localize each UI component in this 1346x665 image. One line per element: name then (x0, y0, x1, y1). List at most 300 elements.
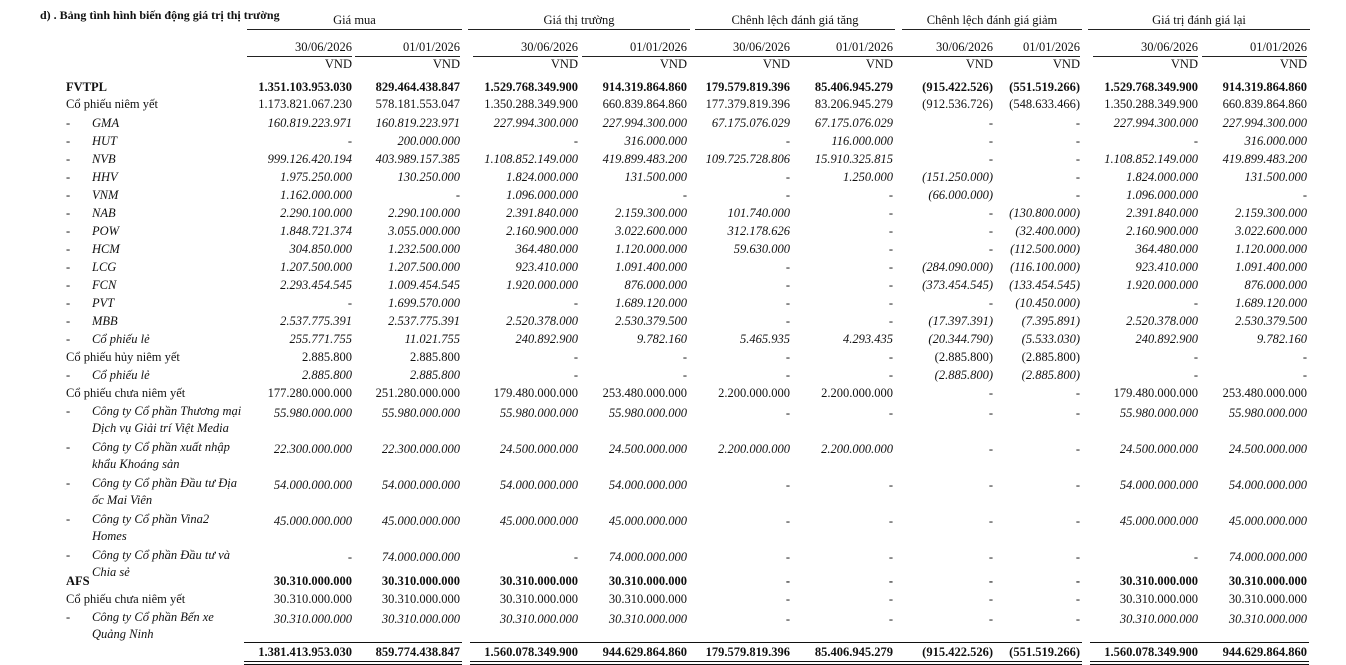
table-cell: - (988, 612, 993, 626)
bullet-dash: - (66, 224, 71, 238)
table-cell: 3.055.000.000 (388, 224, 460, 238)
table-cell: - (785, 296, 790, 310)
table-cell: 1.096.000.000 (1126, 188, 1198, 202)
table-cell: - (1193, 134, 1198, 148)
table-cell: 30.310.000.000 (608, 612, 687, 626)
table-cell: 45.000.000.000 (273, 514, 352, 528)
table-cell: 1.091.400.000 (1235, 260, 1307, 274)
table-cell: 1.351.103.953.030 (258, 80, 352, 94)
table-cell: - (785, 406, 790, 420)
table-cell: 2.885.800 (410, 368, 460, 382)
table-cell: 85.406.945.279 (814, 80, 893, 94)
unit-header: VND (865, 57, 893, 71)
bullet-dash: - (66, 152, 71, 166)
total-cell: 1.381.413.953.030 (258, 645, 352, 659)
row-label-text: Cổ phiếu lẻ (92, 332, 150, 346)
table-cell: 54.000.000.000 (499, 478, 578, 492)
table-cell: 1.824.000.000 (506, 170, 578, 184)
table-cell: - (1075, 442, 1080, 456)
table-cell: 45.000.000.000 (608, 514, 687, 528)
table-cell: - (1075, 134, 1080, 148)
row-label-continuation: Quảng Ninh (92, 627, 154, 641)
table-cell: 2.159.300.000 (1235, 206, 1307, 220)
total-double-underline (785, 661, 895, 665)
row-label-text: NAB (92, 206, 116, 220)
table-cell: - (785, 278, 790, 292)
date-header: 30/06/2026 (1141, 40, 1198, 54)
table-cell: 2.159.300.000 (615, 206, 687, 220)
table-cell: 30.310.000.000 (1228, 592, 1307, 606)
table-cell: - (1193, 350, 1198, 364)
subtotal-line (352, 642, 462, 643)
total-cell: 85.406.945.279 (814, 645, 893, 659)
table-cell: - (988, 514, 993, 528)
table-cell: 74.000.000.000 (381, 550, 460, 564)
table-cell: - (988, 206, 993, 220)
table-cell: - (1075, 550, 1080, 564)
unit-header: VND (762, 57, 790, 71)
table-cell: 54.000.000.000 (608, 478, 687, 492)
table-cell: (17.397.391) (928, 314, 993, 328)
total-cell: 944.629.864.860 (602, 645, 687, 659)
total-double-underline (972, 661, 1082, 665)
table-cell: - (1075, 188, 1080, 202)
row-label-text: HCM (92, 242, 120, 256)
row-label (66, 242, 120, 257)
table-cell: - (988, 134, 993, 148)
total-cell: 1.560.078.349.900 (1104, 645, 1198, 659)
table-cell: 9.782.160 (1257, 332, 1307, 346)
table-cell: (5.533.030) (1021, 332, 1080, 346)
table-cell: - (888, 592, 893, 606)
table-cell: 11.021.755 (404, 332, 460, 346)
table-cell: 304.850.000 (289, 242, 352, 256)
table-cell: - (1193, 368, 1198, 382)
date-header: 01/01/2026 (836, 40, 893, 54)
table-cell: 130.250.000 (397, 170, 460, 184)
column-group-header: Giá thị trường (543, 13, 615, 27)
table-cell: - (988, 296, 993, 310)
row-label (66, 314, 118, 329)
row-label-text: Công ty Cổ phần xuất nhập (92, 440, 230, 454)
row-label (66, 260, 116, 275)
table-cell: 45.000.000.000 (1119, 514, 1198, 528)
table-cell: - (888, 188, 893, 202)
table-cell: 15.910.325.815 (814, 152, 893, 166)
table-cell: 923.410.000 (1135, 260, 1198, 274)
table-cell: 1.108.852.149.000 (484, 152, 578, 166)
table-cell: - (1193, 550, 1198, 564)
table-cell: - (1075, 116, 1080, 130)
table-cell: - (988, 406, 993, 420)
table-cell: - (888, 514, 893, 528)
table-cell: 914.319.864.860 (602, 80, 687, 94)
bullet-dash: - (66, 116, 71, 130)
row-label-continuation: Chia sẻ (92, 565, 130, 579)
table-cell: 55.980.000.000 (1228, 406, 1307, 420)
table-cell: 1.350.288.349.900 (1104, 97, 1198, 111)
column-group-header: Chênh lệch đánh giá tăng (731, 13, 859, 27)
table-cell: - (573, 550, 578, 564)
row-label (66, 206, 116, 221)
row-label (66, 80, 107, 95)
table-cell: - (988, 224, 993, 238)
table-cell: - (785, 170, 790, 184)
table-cell: - (988, 442, 993, 456)
table-cell: 22.300.000.000 (273, 442, 352, 456)
table-cell: - (455, 188, 460, 202)
table-cell: 403.989.157.385 (375, 152, 460, 166)
table-cell: 1.529.768.349.900 (1104, 80, 1198, 94)
table-cell: 30.310.000.000 (273, 612, 352, 626)
bullet-dash: - (66, 296, 71, 310)
row-label-text: LCG (92, 260, 117, 274)
table-cell: 45.000.000.000 (381, 514, 460, 528)
row-label-text: Công ty Cổ phần Đầu tư và (92, 548, 231, 562)
row-label-continuation: ốc Mai Viên (92, 493, 153, 507)
table-cell: 364.480.000 (1135, 242, 1198, 256)
table-cell: 1.096.000.000 (506, 188, 578, 202)
table-cell: - (785, 612, 790, 626)
bullet-dash: - (66, 206, 71, 220)
table-cell: 101.740.000 (727, 206, 790, 220)
table-cell: - (888, 314, 893, 328)
table-cell: 2.293.454.545 (280, 278, 352, 292)
total-cell: 944.629.864.860 (1222, 645, 1307, 659)
table-cell: 227.994.300.000 (493, 116, 578, 130)
total-double-underline (1090, 661, 1200, 665)
table-cell: 1.232.500.000 (388, 242, 460, 256)
table-cell: 3.022.600.000 (1235, 224, 1307, 238)
row-label-text: NVB (92, 152, 116, 166)
table-cell: 74.000.000.000 (608, 550, 687, 564)
table-cell: 2.200.000.000 (821, 386, 893, 400)
table-cell: (551.519.266) (1009, 80, 1080, 94)
table-cell: - (988, 242, 993, 256)
table-cell: 660.839.864.860 (1222, 97, 1307, 111)
bullet-dash: - (66, 314, 71, 328)
table-cell: 660.839.864.860 (602, 97, 687, 111)
subtotal-line (972, 642, 1082, 643)
row-label-text: Công ty Cổ phần Đầu tư Địa (92, 476, 238, 490)
table-cell: - (888, 550, 893, 564)
table-cell: - (888, 350, 893, 364)
table-cell: (548.633.466) (1009, 97, 1080, 111)
table-cell: 2.885.800 (302, 368, 352, 382)
row-label-text: Cổ phiếu niêm yết (66, 97, 158, 111)
row-label (66, 296, 114, 311)
table-cell: - (785, 188, 790, 202)
table-cell: 255.771.755 (289, 332, 352, 346)
row-label-text: Công ty Cổ phần Bến xe (92, 610, 214, 624)
total-cell: (915.422.526) (922, 645, 993, 659)
table-cell: (912.536.726) (922, 97, 993, 111)
table-cell: - (1075, 612, 1080, 626)
table-cell: 45.000.000.000 (1228, 514, 1307, 528)
table-cell: - (785, 314, 790, 328)
row-label-text: Công ty Cổ phần Vina2 (92, 512, 210, 526)
table-cell: - (888, 278, 893, 292)
table-cell: 312.178.626 (727, 224, 790, 238)
table-cell: 30.310.000.000 (273, 592, 352, 606)
table-cell: - (888, 224, 893, 238)
table-cell: 45.000.000.000 (499, 514, 578, 528)
table-cell: - (1075, 514, 1080, 528)
row-label (66, 512, 209, 527)
table-cell: 160.819.223.971 (267, 116, 352, 130)
table-cell: - (988, 592, 993, 606)
table-cell: 2.160.900.000 (1126, 224, 1198, 238)
row-label-text: FVTPL (66, 80, 107, 94)
date-header: 01/01/2026 (1250, 40, 1307, 54)
table-cell: 1.120.000.000 (615, 242, 687, 256)
table-cell: 2.530.379.500 (615, 314, 687, 328)
table-cell: 2.200.000.000 (821, 442, 893, 456)
header-underline (902, 29, 1082, 30)
row-label (66, 350, 180, 365)
table-cell: 829.464.438.847 (375, 80, 460, 94)
total-cell: (551.519.266) (1009, 645, 1080, 659)
row-label-text: HUT (92, 134, 118, 148)
table-cell: 2.885.800 (410, 350, 460, 364)
row-label-text: Cổ phiếu chưa niêm yết (66, 592, 186, 606)
bullet-dash: - (66, 260, 71, 274)
row-label-text: Công ty Cổ phần Thương mại (92, 404, 242, 418)
table-cell: 1.108.852.149.000 (1104, 152, 1198, 166)
table-cell: 59.630.000 (733, 242, 790, 256)
subtotal-line (785, 642, 895, 643)
table-cell: 30.310.000.000 (608, 574, 687, 588)
table-cell: 2.520.378.000 (506, 314, 578, 328)
table-cell: 179.579.819.396 (705, 80, 790, 94)
bullet-dash: - (66, 548, 71, 562)
table-cell: - (347, 296, 352, 310)
unit-header: VND (965, 57, 993, 71)
subtotal-line (682, 642, 792, 643)
table-cell: (2.885.800) (1021, 368, 1080, 382)
table-cell: 83.206.945.279 (814, 97, 893, 111)
table-cell: 55.980.000.000 (1119, 406, 1198, 420)
table-cell: 999.126.420.194 (267, 152, 352, 166)
table-cell: 30.310.000.000 (381, 612, 460, 626)
table-cell: (112.500.000) (1010, 242, 1080, 256)
header-underline (468, 29, 690, 30)
table-cell: - (888, 406, 893, 420)
table-cell: 1.529.768.349.900 (484, 80, 578, 94)
subtotal-line (1199, 642, 1309, 643)
table-cell: - (988, 152, 993, 166)
unit-header: VND (1279, 57, 1307, 71)
table-cell: 116.000.000 (831, 134, 893, 148)
total-double-underline (352, 661, 462, 665)
table-cell: - (888, 368, 893, 382)
date-header: 01/01/2026 (403, 40, 460, 54)
row-label (66, 332, 150, 347)
table-cell: 316.000.000 (624, 134, 687, 148)
table-cell: (10.450.000) (1015, 296, 1080, 310)
table-cell: - (888, 612, 893, 626)
unit-header: VND (1052, 57, 1080, 71)
subtotal-line (1090, 642, 1200, 643)
table-cell: 2.391.840.000 (1126, 206, 1198, 220)
table-cell: (32.400.000) (1015, 224, 1080, 238)
table-cell: 54.000.000.000 (273, 478, 352, 492)
table-cell: - (785, 514, 790, 528)
table-cell: 24.500.000.000 (499, 442, 578, 456)
table-cell: - (1302, 350, 1307, 364)
row-label (66, 188, 118, 203)
table-cell: 1.091.400.000 (615, 260, 687, 274)
unit-header: VND (432, 57, 460, 71)
column-group-header: Chênh lệch đánh giá giảm (926, 13, 1058, 27)
header-underline (247, 29, 462, 30)
date-header: 30/06/2026 (733, 40, 790, 54)
row-label-text: AFS (66, 574, 90, 588)
table-cell: 55.980.000.000 (608, 406, 687, 420)
table-cell: 2.200.000.000 (718, 386, 790, 400)
table-cell: 1.848.721.374 (280, 224, 352, 238)
table-cell: 2.391.840.000 (506, 206, 578, 220)
table-cell: 5.465.935 (740, 332, 790, 346)
table-cell: 24.500.000.000 (1119, 442, 1198, 456)
table-cell: 109.725.728.806 (705, 152, 790, 166)
table-cell: 1.975.250.000 (280, 170, 352, 184)
row-label (66, 440, 230, 455)
table-cell: 24.500.000.000 (1228, 442, 1307, 456)
table-cell: 876.000.000 (1244, 278, 1307, 292)
row-label-text: Cổ phiếu lẻ (92, 368, 150, 382)
header-underline (695, 29, 895, 30)
table-cell: - (573, 134, 578, 148)
row-label (66, 476, 237, 491)
table-cell: 1.699.570.000 (388, 296, 460, 310)
table-cell: - (1075, 592, 1080, 606)
table-cell: 179.480.000.000 (493, 386, 578, 400)
table-cell: - (785, 134, 790, 148)
date-header: 30/06/2026 (936, 40, 993, 54)
table-cell: 177.379.819.396 (705, 97, 790, 111)
row-label-text: VNM (92, 188, 119, 202)
table-cell: - (785, 260, 790, 274)
table-cell: 160.819.223.971 (375, 116, 460, 130)
row-label (66, 134, 117, 149)
table-cell: - (1193, 296, 1198, 310)
row-label-text: MBB (92, 314, 118, 328)
table-cell: 914.319.864.860 (1222, 80, 1307, 94)
table-cell: (2.885.800) (934, 368, 993, 382)
table-cell: (7.395.891) (1021, 314, 1080, 328)
table-cell: - (682, 350, 687, 364)
table-cell: - (988, 478, 993, 492)
table-cell: - (1075, 406, 1080, 420)
row-label-continuation: Homes (92, 529, 127, 543)
table-cell: 1.350.288.349.900 (484, 97, 578, 111)
table-cell: 876.000.000 (624, 278, 687, 292)
bullet-dash: - (66, 170, 71, 184)
table-cell: 1.207.500.000 (388, 260, 460, 274)
table-cell: 1.120.000.000 (1235, 242, 1307, 256)
table-cell: - (1075, 152, 1080, 166)
bullet-dash: - (66, 134, 71, 148)
table-cell: 240.892.900 (515, 332, 578, 346)
table-cell: 227.994.300.000 (1222, 116, 1307, 130)
table-cell: 2.530.379.500 (1235, 314, 1307, 328)
table-cell: 1.824.000.000 (1126, 170, 1198, 184)
table-cell: - (888, 478, 893, 492)
row-label (66, 610, 214, 625)
bullet-dash: - (66, 440, 71, 454)
table-cell: 30.310.000.000 (1119, 592, 1198, 606)
total-double-underline (682, 661, 792, 665)
table-cell: - (988, 574, 993, 588)
table-cell: 30.310.000.000 (1228, 612, 1307, 626)
date-header: 01/01/2026 (630, 40, 687, 54)
row-label-text: Cổ phiếu chưa niêm yết (66, 386, 186, 400)
table-cell: 30.310.000.000 (499, 592, 578, 606)
table-cell: 55.980.000.000 (381, 406, 460, 420)
row-label-continuation: khẩu Khoáng sản (92, 457, 180, 471)
table-cell: 54.000.000.000 (381, 478, 460, 492)
table-cell: 578.181.553.047 (375, 97, 460, 111)
row-label (66, 548, 230, 563)
table-cell: 54.000.000.000 (1119, 478, 1198, 492)
table-cell: (151.250.000) (922, 170, 993, 184)
table-cell: 1.173.821.067.230 (258, 97, 352, 111)
total-cell: 179.579.819.396 (705, 645, 790, 659)
row-label (66, 116, 119, 131)
unit-header: VND (1170, 57, 1198, 71)
total-double-underline (470, 661, 580, 665)
table-cell: 2.885.800 (302, 350, 352, 364)
table-cell: - (682, 188, 687, 202)
table-cell: 30.310.000.000 (381, 574, 460, 588)
row-label (66, 170, 118, 185)
table-cell: 30.310.000.000 (1228, 574, 1307, 588)
row-label (66, 97, 158, 112)
table-cell: 2.290.100.000 (388, 206, 460, 220)
table-cell: - (988, 116, 993, 130)
total-cell: 859.774.438.847 (375, 645, 460, 659)
table-cell: 200.000.000 (397, 134, 460, 148)
table-cell: 3.022.600.000 (615, 224, 687, 238)
table-cell: 30.310.000.000 (1119, 574, 1198, 588)
table-cell: 30.310.000.000 (499, 574, 578, 588)
table-cell: 54.000.000.000 (1228, 478, 1307, 492)
table-cell: 30.310.000.000 (273, 574, 352, 588)
bullet-dash: - (66, 368, 71, 382)
table-cell: 2.520.378.000 (1126, 314, 1198, 328)
table-cell: 9.782.160 (637, 332, 687, 346)
table-cell: 1.250.000 (843, 170, 893, 184)
table-cell: - (347, 550, 352, 564)
table-cell: - (682, 368, 687, 382)
column-group-header: Giá trị đánh giá lại (1152, 13, 1246, 27)
bullet-dash: - (66, 512, 71, 526)
subtotal-line (470, 642, 580, 643)
table-cell: - (1075, 574, 1080, 588)
table-cell: 1.920.000.000 (1126, 278, 1198, 292)
table-cell: - (888, 206, 893, 220)
total-double-underline (244, 661, 354, 665)
column-group-header: Giá mua (333, 13, 376, 27)
bullet-dash: - (66, 476, 71, 490)
table-cell: - (785, 574, 790, 588)
table-cell: - (988, 386, 993, 400)
unit-header: VND (324, 57, 352, 71)
date-header: 30/06/2026 (521, 40, 578, 54)
row-label (66, 574, 90, 589)
table-cell: (2.885.800) (1021, 350, 1080, 364)
